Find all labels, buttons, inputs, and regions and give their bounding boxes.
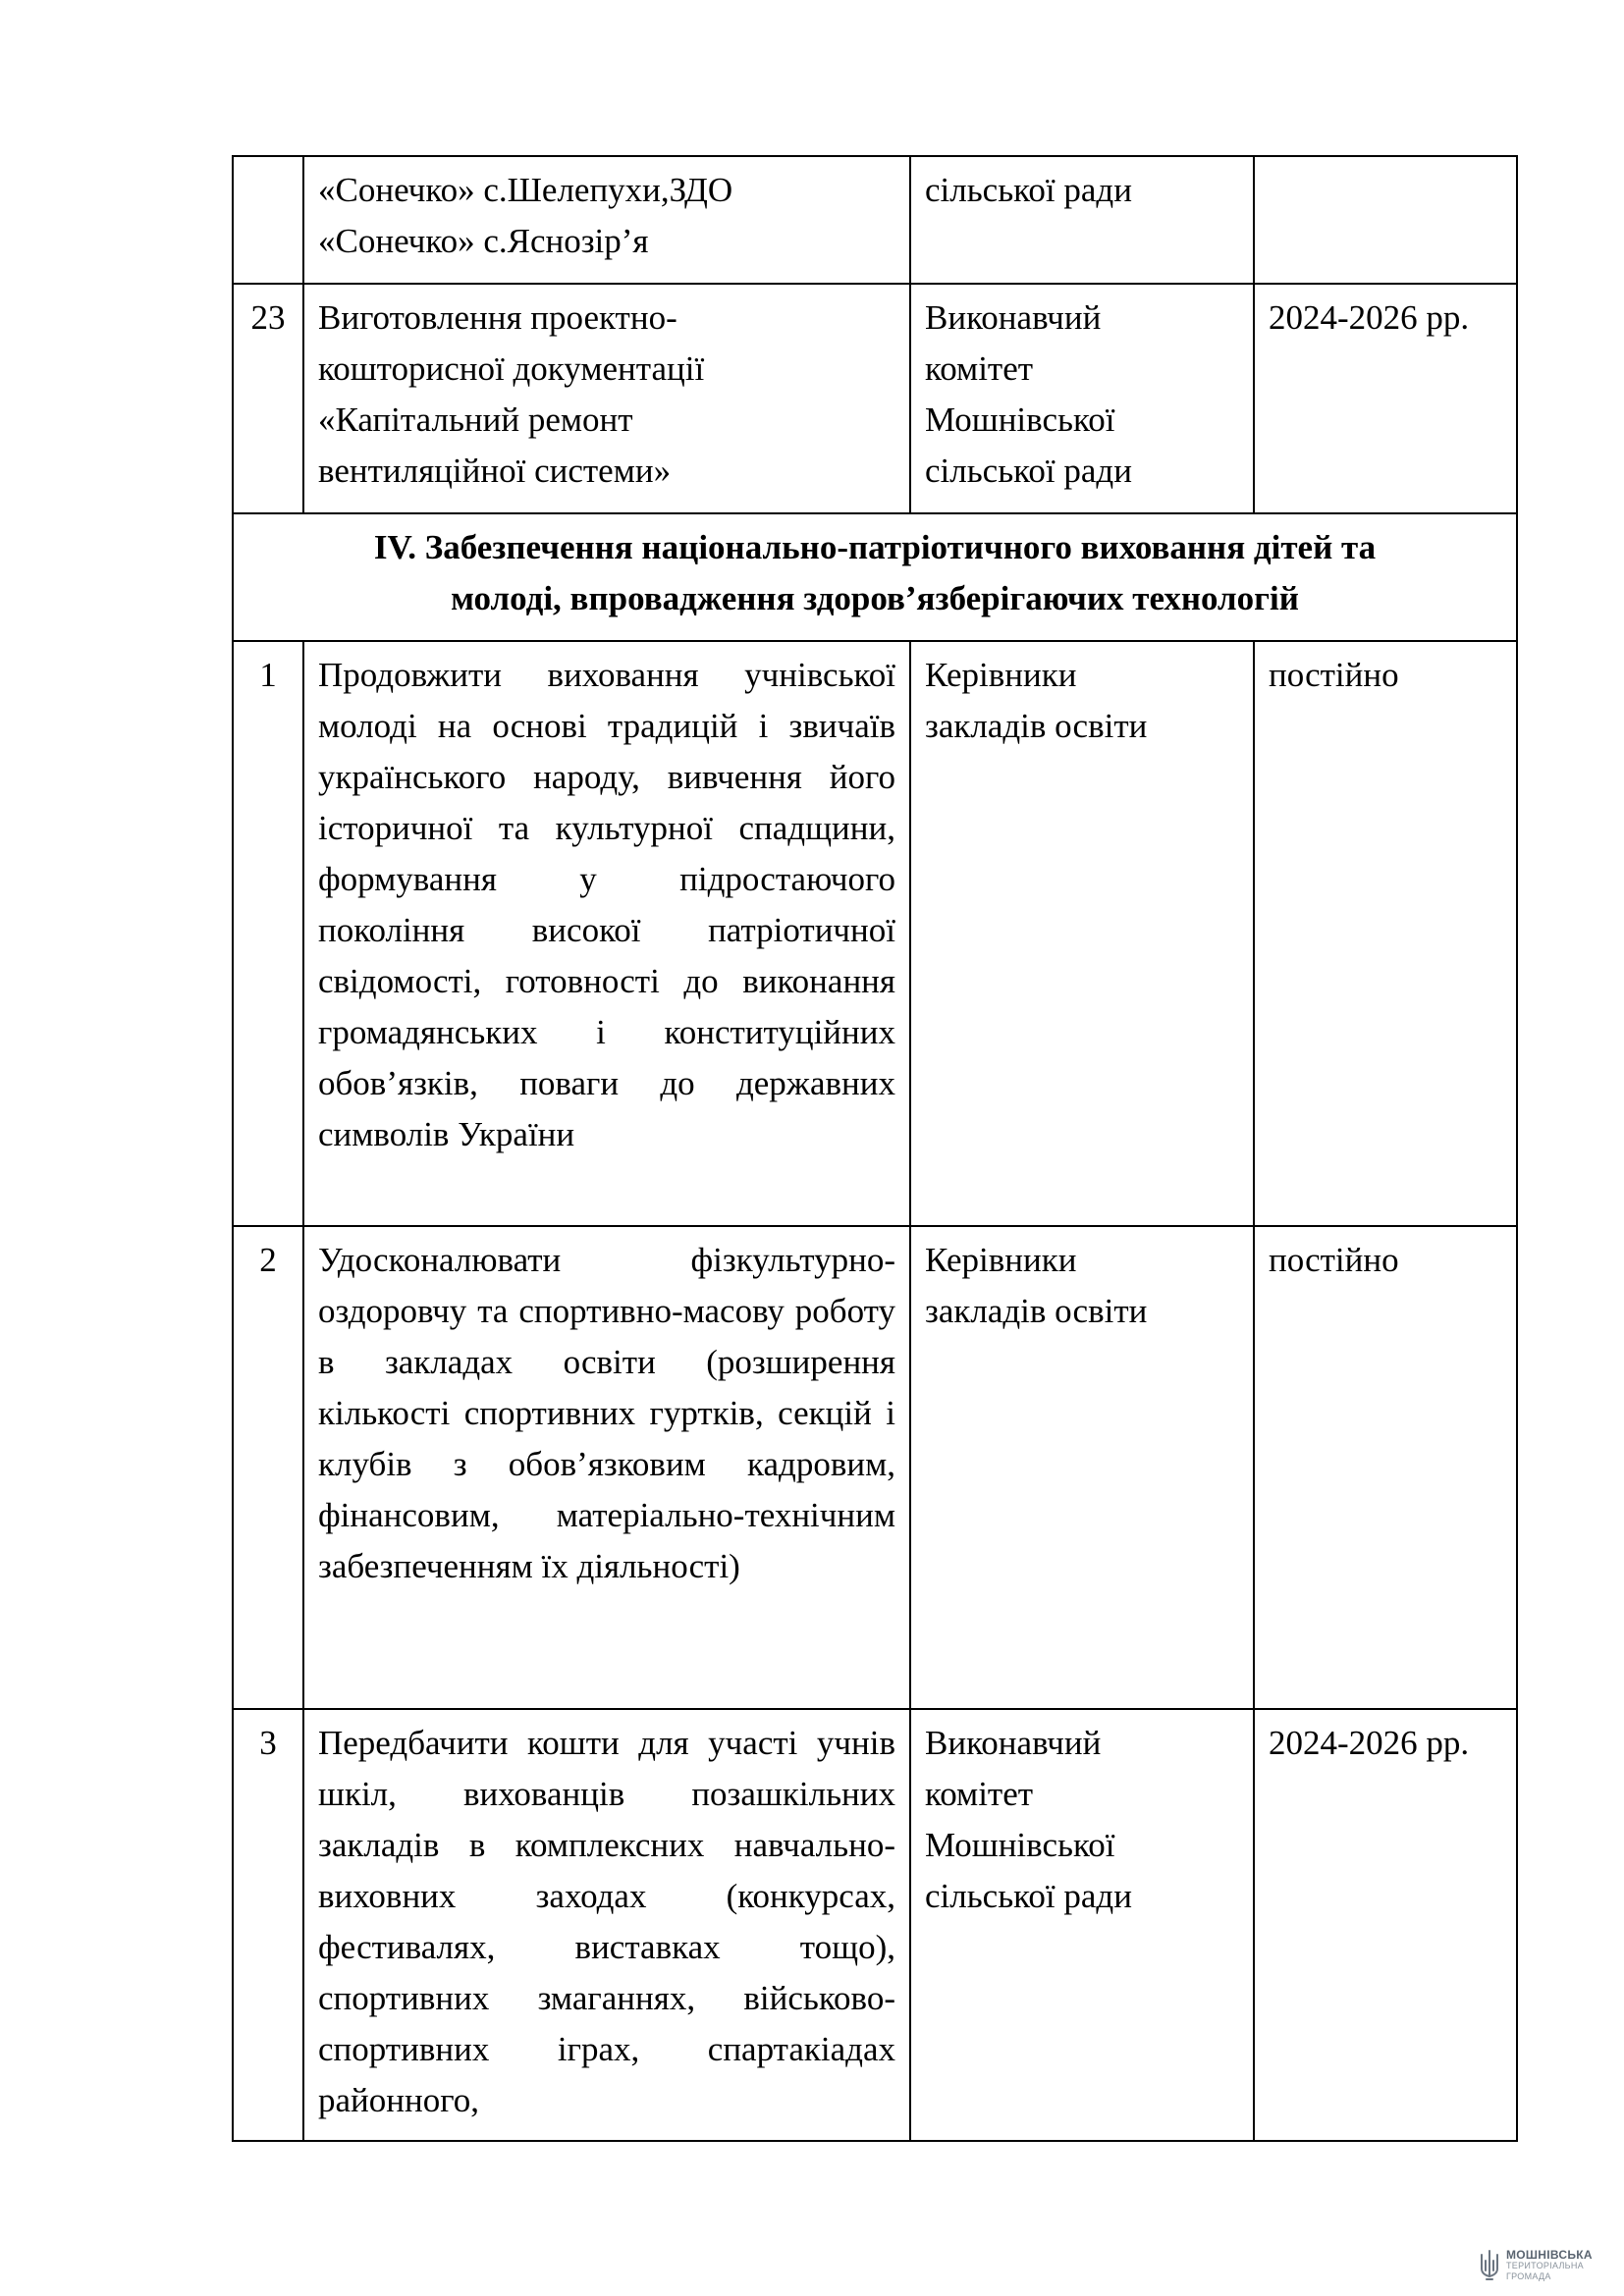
task-cell: Удосконалювати фізкультурно-оздоровчу та спортивно-масову роботу в закладах освіти (розширення кількості спортивних гуртків, секцій і клубів з обов’язковим кадровим, фінансовим, матеріально-технічним забезпеченням їх діяльності) bbox=[303, 1226, 910, 1709]
row-number-cell: 23 bbox=[233, 284, 303, 513]
task-line: вентиляційної системи» bbox=[318, 452, 672, 490]
task-cell: Передбачити кошти для участі учнів шкіл, вихованців позашкільних закладів в комплексних навчально-виховних заходах (конкурсах, фестивалях, виставках тощо), спортивних змаганнях, військово-спортивних іграх, спартакіадах районного, bbox=[303, 1709, 910, 2141]
responsible-line: закладів освіти bbox=[925, 1292, 1148, 1330]
task-line: «Капітальний ремонт bbox=[318, 400, 633, 439]
task-cell bbox=[303, 156, 910, 284]
term-cell: 2024-2026 рр. bbox=[1254, 284, 1517, 513]
section-heading-line: IV. Забезпечення національно-патріотичного виховання дітей та bbox=[373, 528, 1377, 566]
table-row bbox=[233, 1709, 1517, 2141]
task-cell bbox=[303, 284, 910, 513]
responsible-line: закладів освіти bbox=[925, 707, 1148, 745]
section-heading bbox=[233, 513, 1517, 641]
responsible-cell bbox=[910, 1226, 1254, 1709]
row-number-cell: 3 bbox=[233, 1709, 303, 2141]
responsible-line: Виконавчий bbox=[925, 1724, 1102, 1762]
task-cell: Продовжити виховання учнівської молоді на основі традицій і звичаїв українського народу, вивчення його історичної та культурної спадщини, формування у підростаючого покоління високої патріотичної свідомості, готовності до виконання громадянських і конституційних обов’язків, поваги до державних символів України bbox=[303, 641, 910, 1226]
logo-subtitle: ТЕРИТОРІАЛЬНА bbox=[1506, 2260, 1584, 2270]
responsible-line: комітет bbox=[925, 1775, 1034, 1813]
section-heading-row bbox=[233, 513, 1517, 641]
table-row bbox=[233, 641, 1517, 1226]
responsible-line: сільської ради bbox=[925, 452, 1132, 490]
task-line: «Сонечко» с.Яснозір’я bbox=[318, 222, 649, 260]
responsible-cell bbox=[910, 156, 1254, 284]
row-number-cell: 2 bbox=[233, 1226, 303, 1709]
responsible-line: сільської ради bbox=[925, 171, 1132, 209]
responsible-cell bbox=[910, 284, 1254, 513]
row-number-cell: 1 bbox=[233, 641, 303, 1226]
responsible-line: Мошнівської bbox=[925, 1826, 1115, 1864]
trident-icon bbox=[1479, 2249, 1500, 2282]
logo-subtitle: ГРОМАДА bbox=[1506, 2270, 1551, 2281]
logo-text bbox=[1506, 2247, 1593, 2282]
task-line: «Сонечко» с.Шелепухи,ЗДО bbox=[318, 171, 733, 209]
responsible-line: Мошнівської bbox=[925, 400, 1115, 439]
community-logo bbox=[1479, 2244, 1616, 2287]
table-row bbox=[233, 156, 1517, 284]
responsible-line: комітет bbox=[925, 349, 1034, 388]
section-heading-line: молоді, впровадження здоров’язберігаючих технологій bbox=[451, 579, 1299, 617]
row-number-cell bbox=[233, 156, 303, 284]
responsible-line: Керівники bbox=[925, 656, 1077, 694]
term-cell: 2024-2026 рр. bbox=[1254, 1709, 1517, 2141]
table-row bbox=[233, 284, 1517, 513]
responsible-line: сільської ради bbox=[925, 1877, 1132, 1915]
term-cell: постійно bbox=[1254, 1226, 1517, 1709]
program-table bbox=[232, 155, 1518, 2142]
term-cell: постійно bbox=[1254, 641, 1517, 1226]
task-line: Виготовлення проектно- bbox=[318, 298, 677, 337]
responsible-line: Керівники bbox=[925, 1241, 1077, 1279]
table-row bbox=[233, 1226, 1517, 1709]
logo-title: МОШНІВСЬКА bbox=[1506, 2247, 1593, 2262]
responsible-line: Виконавчий bbox=[925, 298, 1102, 337]
responsible-cell bbox=[910, 641, 1254, 1226]
responsible-cell bbox=[910, 1709, 1254, 2141]
term-cell bbox=[1254, 156, 1517, 284]
task-line: кошторисної документації bbox=[318, 349, 705, 388]
